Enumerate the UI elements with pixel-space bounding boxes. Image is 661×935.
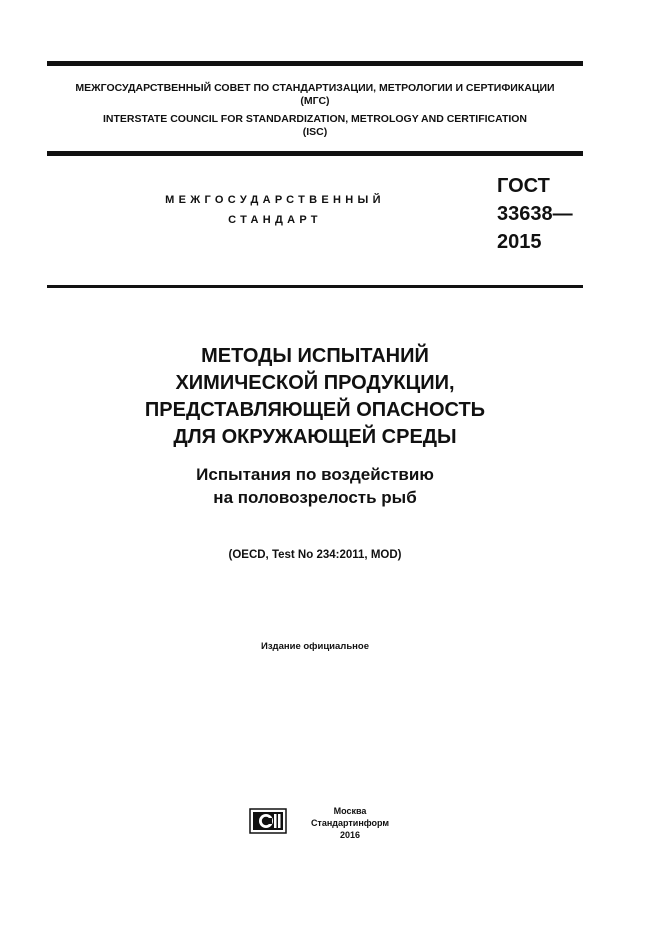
title-line: ДЛЯ ОКРУЖАЮЩЕЙ СРЕДЫ	[173, 426, 457, 448]
council-ru-line: МЕЖГОСУДАРСТВЕННЫЙ СОВЕТ ПО СТАНДАРТИЗАЦИИ, МЕТРОЛОГИИ И СЕРТИФИКАЦИИ	[75, 82, 555, 94]
gost-designation	[497, 172, 573, 256]
council-en-line: INTERSTATE COUNCIL FOR STANDARDIZATION, METROLOGY AND CERTIFICATION	[102, 113, 528, 125]
top-rule	[47, 61, 583, 66]
oecd-reference: (OECD, Test No 234:2011, MOD)	[228, 549, 402, 561]
standard-type-line1: МЕЖГОСУДАРСТВЕННЫЙ	[165, 194, 385, 206]
subtitle-line: на половозрелость рыб	[213, 488, 417, 507]
council-ru-abbr: (МГС)	[300, 95, 330, 107]
gost-number: 33638—	[497, 203, 573, 225]
header-rule	[47, 285, 583, 288]
publisher-year: 2016	[339, 830, 361, 840]
gost-year: 2015	[497, 231, 542, 253]
council-rule	[47, 151, 583, 156]
standartinform-logo-icon	[249, 808, 287, 834]
council-en-abbr: (ISC)	[302, 126, 328, 138]
title-line: МЕТОДЫ ИСПЫТАНИЙ	[201, 345, 429, 367]
standard-type	[150, 190, 400, 230]
publisher-name: Стандартинформ	[310, 818, 390, 828]
document-title	[47, 343, 583, 451]
title-line: ХИМИЧЕСКОЙ ПРОДУКЦИИ,	[175, 372, 455, 394]
document-subtitle	[47, 463, 583, 509]
standard-type-line2: СТАНДАРТ	[228, 214, 322, 226]
council-name-ru	[47, 82, 583, 108]
subtitle-line: Испытания по воздействию	[196, 465, 434, 484]
publisher-city: Москва	[333, 806, 367, 816]
council-name-en	[47, 113, 583, 139]
title-line: ПРЕДСТАВЛЯЮЩЕЙ ОПАСНОСТЬ	[144, 399, 486, 421]
gost-prefix: ГОСТ	[497, 175, 550, 197]
edition-label: Издание официальное	[261, 641, 369, 652]
publisher-block	[300, 805, 400, 841]
